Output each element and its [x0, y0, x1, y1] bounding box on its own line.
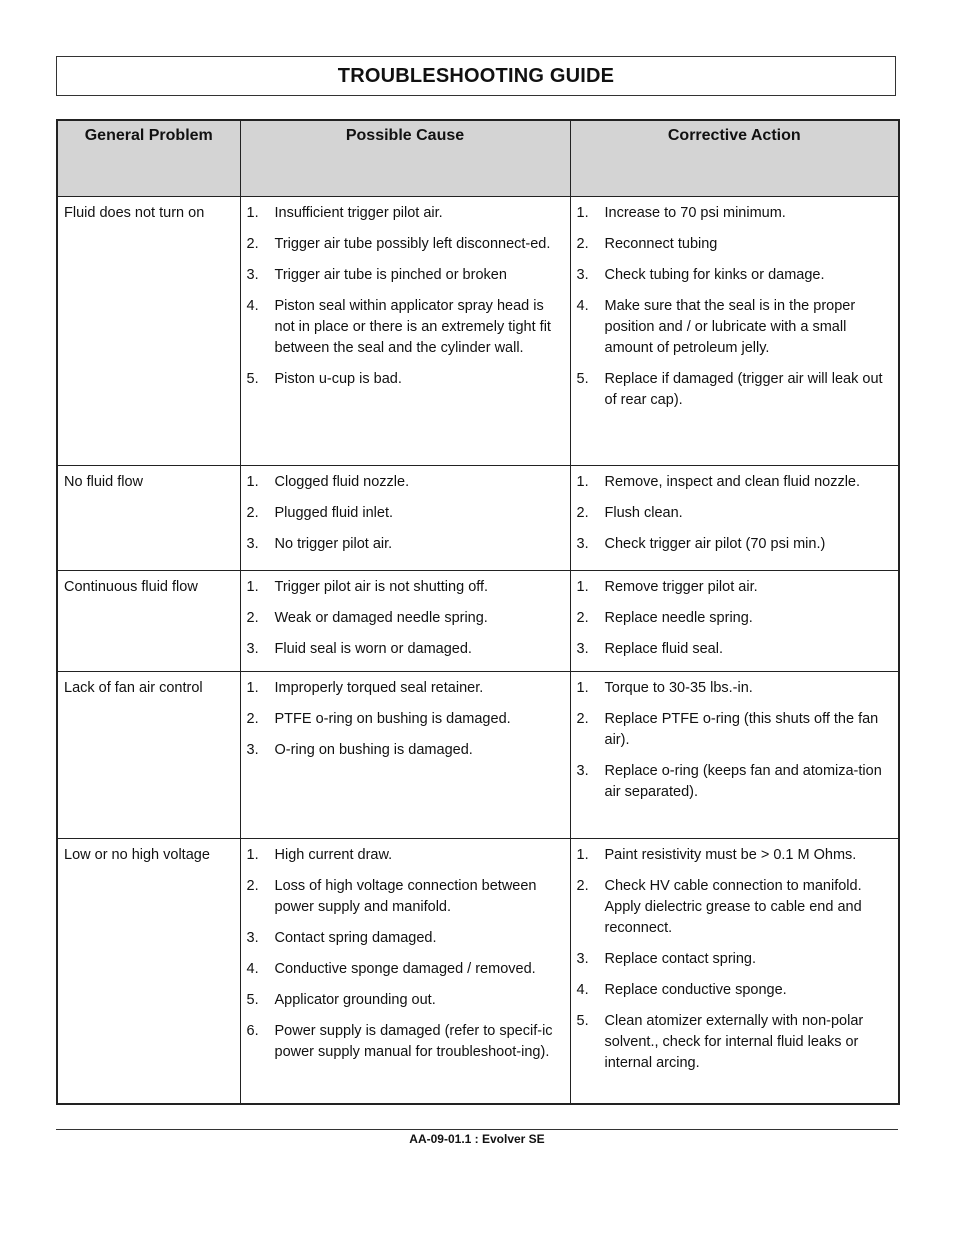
table-body: [57, 197, 899, 1105]
possible-cause-cell: [240, 466, 570, 571]
corrective-action-cell: [570, 672, 899, 839]
corrective-action-cell: [570, 571, 899, 672]
item-number: 2.: [576, 505, 589, 521]
item-number: 2.: [246, 505, 259, 521]
table-header-row: [57, 120, 899, 197]
list-item: [577, 234, 893, 255]
item-text: Improperly torqued seal retainer.: [274, 680, 484, 696]
item-text: Replace PTFE o-ring (this shuts off the fan air).: [604, 711, 879, 748]
list-item: [247, 845, 564, 866]
list-item: [577, 845, 893, 866]
list-item: [577, 761, 893, 803]
list-item: [247, 503, 564, 524]
item-text: Applicator grounding out.: [274, 992, 436, 1008]
list-item: [247, 709, 564, 730]
item-number: 5.: [246, 992, 259, 1008]
list-item: [247, 678, 564, 699]
list-item: [577, 472, 893, 493]
item-text: Check tubing for kinks or damage.: [604, 267, 825, 283]
item-number: 2.: [246, 610, 259, 626]
item-number: 4.: [246, 961, 259, 977]
item-text: Replace contact spring.: [604, 951, 757, 967]
list-item: [247, 608, 564, 629]
item-text: High current draw.: [274, 847, 393, 863]
table-row: [57, 571, 899, 672]
page-title: TROUBLESHOOTING GUIDE: [337, 64, 615, 87]
item-text: Replace o-ring (keeps fan and atomiza-tion air separated).: [604, 763, 882, 800]
item-number: 1.: [246, 579, 259, 595]
list-item: [247, 577, 564, 598]
item-text: Torque to 30-35 lbs.-in.: [604, 680, 753, 696]
list-item: [577, 369, 893, 411]
header-possible-cause: Possible Cause: [240, 120, 570, 197]
item-number: 3.: [576, 951, 589, 967]
list-item: [247, 639, 564, 660]
item-text: Power supply is damaged (refer to specif-ic power supply manual for troubleshoot-ing).: [274, 1023, 553, 1060]
item-number: 2.: [246, 711, 259, 727]
item-number: 3.: [246, 641, 259, 657]
item-text: PTFE o-ring on bushing is damaged.: [274, 711, 511, 727]
list-item: [247, 534, 564, 555]
table-row: [57, 839, 899, 1105]
item-number: 3.: [576, 536, 589, 552]
item-text: Reconnect tubing: [604, 236, 718, 252]
item-text: Trigger air tube is pinched or broken: [274, 267, 507, 283]
general-problem-cell: Low or no high voltage: [57, 839, 240, 1105]
item-number: 1.: [576, 847, 589, 863]
list-item: [577, 876, 893, 939]
list-item: [577, 296, 893, 359]
list-item: [577, 1011, 893, 1074]
list-item: [577, 577, 893, 598]
item-number: 4.: [246, 298, 259, 314]
troubleshooting-table: [56, 119, 900, 1105]
item-text: Make sure that the seal is in the proper position and / or lubricate with a small amount of petroleum jelly.: [604, 298, 856, 356]
item-number: 2.: [576, 878, 589, 894]
item-number: 1.: [246, 205, 259, 221]
corrective-action-cell: [570, 466, 899, 571]
title-box: [56, 56, 896, 96]
item-text: O-ring on bushing is damaged.: [274, 742, 473, 758]
list-item: [577, 265, 893, 286]
footer-divider: [56, 1129, 898, 1130]
list-item: [247, 740, 564, 761]
general-problem-cell: Fluid does not turn on: [57, 197, 240, 466]
item-text: Paint resistivity must be > 0.1 M Ohms.: [604, 847, 857, 863]
list-item: [577, 980, 893, 1001]
item-text: Remove trigger pilot air.: [604, 579, 758, 595]
cause-list: [247, 845, 564, 1063]
item-text: Conductive sponge damaged / removed.: [274, 961, 536, 977]
item-text: Replace if damaged (trigger air will leak out of rear cap).: [604, 371, 883, 408]
corrective-action-cell: [570, 839, 899, 1105]
item-number: 1.: [246, 847, 259, 863]
action-list: [577, 577, 893, 660]
item-number: 1.: [576, 474, 589, 490]
item-number: 2.: [246, 236, 259, 252]
list-item: [577, 949, 893, 970]
action-list: [577, 203, 893, 411]
item-number: 2.: [576, 610, 589, 626]
action-list: [577, 472, 893, 555]
item-number: 6.: [246, 1023, 259, 1039]
list-item: [577, 534, 893, 555]
item-text: Fluid seal is worn or damaged.: [274, 641, 472, 657]
item-text: Remove, inspect and clean fluid nozzle.: [604, 474, 861, 490]
item-number: 1.: [576, 680, 589, 696]
item-number: 4.: [576, 298, 589, 314]
item-text: Piston seal within applicator spray head is not in place or there is an extremely tight fit between the seal and the cylinder wall.: [274, 298, 551, 356]
possible-cause-cell: [240, 672, 570, 839]
list-item: [247, 472, 564, 493]
cause-list: [247, 577, 564, 660]
list-item: [247, 234, 564, 255]
list-item: [577, 608, 893, 629]
list-item: [577, 678, 893, 699]
header-corrective-action: Corrective Action: [570, 120, 899, 197]
general-problem-cell: Continuous fluid flow: [57, 571, 240, 672]
item-number: 3.: [246, 930, 259, 946]
item-number: 3.: [246, 267, 259, 283]
cause-list: [247, 472, 564, 555]
item-number: 3.: [246, 536, 259, 552]
possible-cause-cell: [240, 571, 570, 672]
possible-cause-cell: [240, 197, 570, 466]
item-text: Check trigger air pilot (70 psi min.): [604, 536, 826, 552]
table-row: [57, 466, 899, 571]
item-text: Insufficient trigger pilot air.: [274, 205, 443, 221]
possible-cause-cell: [240, 839, 570, 1105]
list-item: [247, 928, 564, 949]
item-number: 3.: [576, 267, 589, 283]
list-item: [247, 990, 564, 1011]
action-list: [577, 845, 893, 1074]
item-number: 1.: [576, 579, 589, 595]
table-row: [57, 672, 899, 839]
corrective-action-cell: [570, 197, 899, 466]
list-item: [577, 203, 893, 224]
list-item: [577, 503, 893, 524]
general-problem-cell: Lack of fan air control: [57, 672, 240, 839]
header-general-problem: General Problem: [57, 120, 240, 197]
item-text: Replace conductive sponge.: [604, 982, 787, 998]
item-text: Flush clean.: [604, 505, 683, 521]
item-number: 5.: [576, 1013, 589, 1029]
table-row: [57, 197, 899, 466]
list-item: [247, 265, 564, 286]
item-number: 2.: [246, 878, 259, 894]
item-text: Contact spring damaged.: [274, 930, 437, 946]
item-number: 3.: [246, 742, 259, 758]
list-item: [247, 203, 564, 224]
item-number: 1.: [576, 205, 589, 221]
item-text: Plugged fluid inlet.: [274, 505, 393, 521]
item-number: 5.: [246, 371, 259, 387]
list-item: [247, 959, 564, 980]
action-list: [577, 678, 893, 803]
list-item: [247, 296, 564, 359]
list-item: [577, 709, 893, 751]
item-text: No trigger pilot air.: [274, 536, 393, 552]
general-problem-cell: No fluid flow: [57, 466, 240, 571]
list-item: [577, 639, 893, 660]
item-text: Replace fluid seal.: [604, 641, 723, 657]
item-number: 3.: [576, 641, 589, 657]
item-text: Loss of high voltage connection between power supply and manifold.: [274, 878, 537, 915]
list-item: [247, 1021, 564, 1063]
item-number: 4.: [576, 982, 589, 998]
item-number: 1.: [246, 680, 259, 696]
item-text: Increase to 70 psi minimum.: [604, 205, 786, 221]
item-number: 1.: [246, 474, 259, 490]
item-number: 2.: [576, 711, 589, 727]
item-number: 3.: [576, 763, 589, 779]
item-text: Piston u-cup is bad.: [274, 371, 402, 387]
list-item: [247, 369, 564, 390]
item-text: Trigger air tube possibly left disconnect-ed.: [274, 236, 551, 252]
item-text: Replace needle spring.: [604, 610, 753, 626]
cause-list: [247, 203, 564, 390]
item-text: Trigger pilot air is not shutting off.: [274, 579, 489, 595]
item-text: Clogged fluid nozzle.: [274, 474, 410, 490]
item-number: 5.: [576, 371, 589, 387]
item-text: Clean atomizer externally with non-polar solvent., check for internal fluid leaks or internal arcing.: [604, 1013, 864, 1071]
item-text: Weak or damaged needle spring.: [274, 610, 488, 626]
list-item: [247, 876, 564, 918]
item-text: Check HV cable connection to manifold. Apply dielectric grease to cable end and reconnect.: [604, 878, 862, 936]
cause-list: [247, 678, 564, 761]
item-number: 2.: [576, 236, 589, 252]
footer-document-id: AA-09-01.1 : Evolver SE: [409, 1132, 545, 1146]
